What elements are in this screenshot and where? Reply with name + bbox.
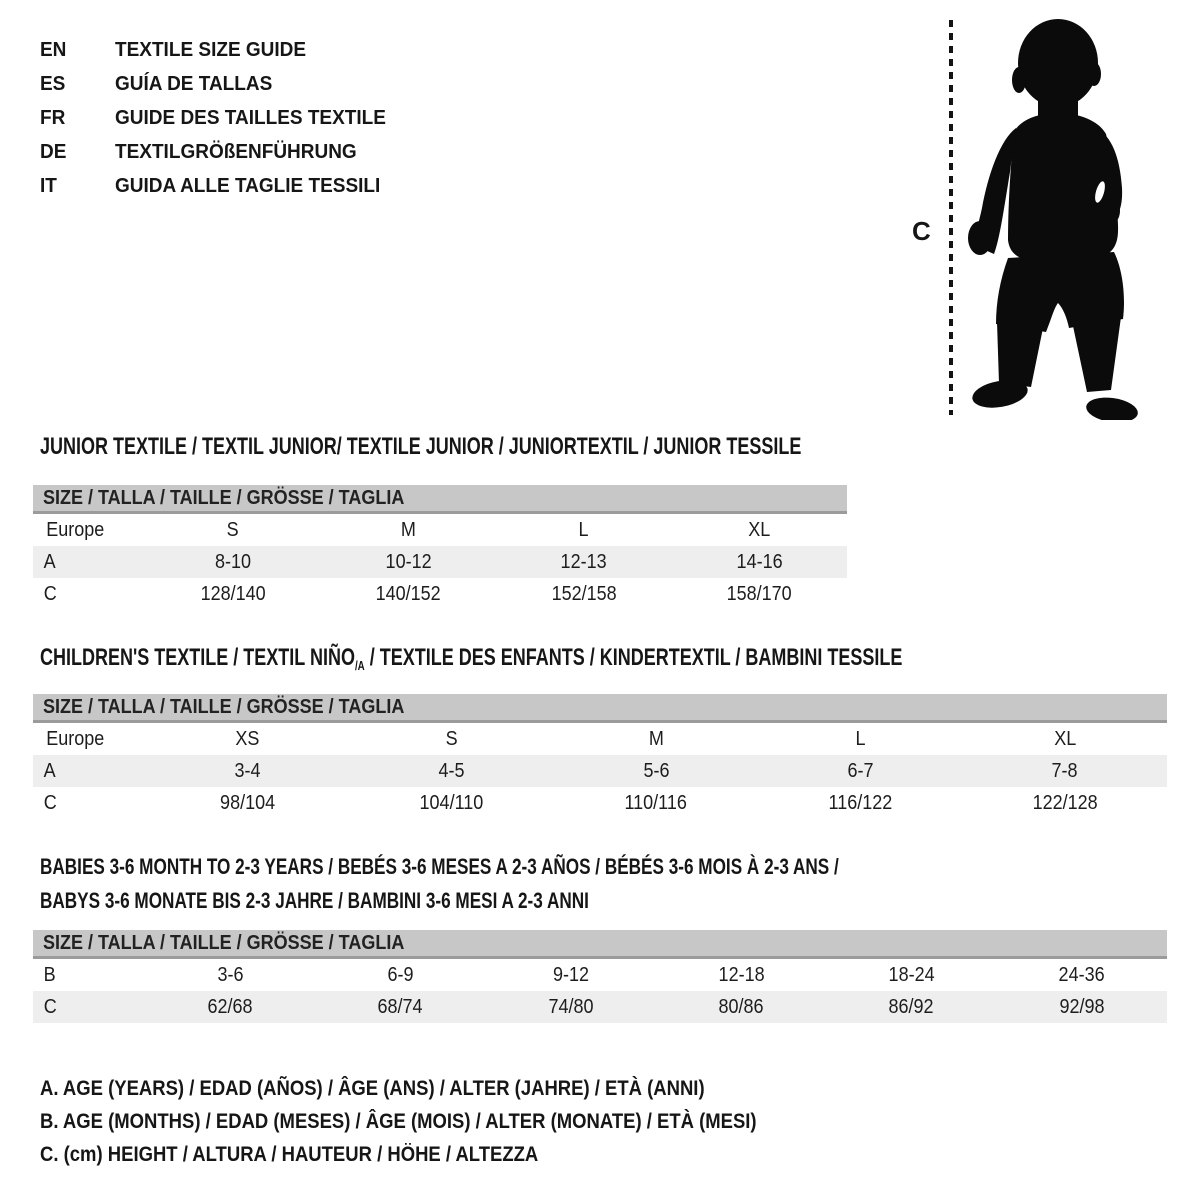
language-title: GUIDA ALLE TAGLIE TESSILI — [115, 175, 381, 197]
babies-table-size-header — [33, 930, 1167, 959]
table-cell: 9-12 — [552, 964, 589, 986]
children-table-row-sizes — [33, 723, 1167, 755]
row-label-cell: Europe — [46, 728, 105, 750]
height-measure-label: C — [912, 216, 931, 246]
table-cell: 98/104 — [219, 792, 275, 814]
language-code: ES — [40, 73, 66, 95]
language-code: IT — [40, 175, 57, 197]
junior-section-title-text: JUNIOR TEXTILE / TEXTIL JUNIOR/ TEXTILE JUNIOR / JUNIORTEXTIL / JUNIOR TESSILE — [40, 433, 802, 460]
junior-table-row-height — [33, 578, 847, 610]
table-cell: 86/92 — [888, 996, 935, 1018]
junior-size-table — [33, 485, 847, 610]
table-cell: 80/86 — [718, 996, 764, 1018]
baby-silhouette-icon — [950, 10, 1150, 420]
table-cell: 68/74 — [377, 996, 424, 1018]
legend-line-a: A. AGE (YEARS) / EDAD (AÑOS) / ÂGE (ANS) / ALTER (JAHRE) / ETÀ (ANNI) — [40, 1077, 705, 1100]
table-cell: XS — [235, 728, 260, 750]
junior-table-size-header — [33, 485, 847, 514]
language-row-de — [40, 135, 400, 169]
language-row-es — [40, 67, 400, 101]
table-cell: 158/170 — [726, 583, 792, 605]
babies-title-text-line1: BABIES 3-6 MONTH TO 2-3 YEARS / BEBÉS 3-6 MESES A 2-3 AÑOS / BÉBÉS 3-6 MOIS À 2-3 ANS / — [40, 854, 839, 879]
table-cell: 7-8 — [1051, 760, 1078, 782]
table-cell: M — [400, 519, 416, 541]
junior-table-row-age — [33, 546, 847, 578]
size-header-text: SIZE / TALLA / TAILLE / GRÖSSE / TAGLIA — [43, 696, 405, 718]
babies-section-title-line2 — [40, 888, 744, 914]
table-cell: 104/110 — [419, 792, 484, 814]
table-cell: XL — [1053, 728, 1076, 750]
size-header-text: SIZE / TALLA / TAILLE / GRÖSSE / TAGLIA — [43, 932, 405, 954]
table-cell: S — [226, 519, 239, 541]
junior-section-title — [40, 434, 1055, 460]
language-code: FR — [40, 107, 66, 129]
table-cell: 116/122 — [828, 792, 893, 814]
title-subscript: /A — [354, 658, 365, 673]
row-label-cell: C — [43, 792, 57, 814]
table-cell: 152/158 — [551, 583, 617, 605]
table-cell: 128/140 — [200, 583, 266, 605]
table-cell: 12-18 — [718, 964, 765, 986]
babies-size-table — [33, 930, 1167, 1023]
table-cell: 6-9 — [387, 964, 414, 986]
row-label-cell: Europe — [46, 519, 105, 541]
language-title-block — [40, 33, 400, 203]
table-cell: XL — [748, 519, 771, 541]
children-section-title-text: CHILDREN'S TEXTILE / TEXTIL $NIÑO_{/A}$ / TEXTILE DES ENFANTS / KINDERTEXTIL / BAMBINI TESSILE — [40, 644, 903, 673]
table-cell: 140/152 — [375, 583, 441, 605]
size-header-text: SIZE / TALLA / TAILLE / GRÖSSE / TAGLIA — [43, 487, 405, 509]
table-cell: 6-7 — [847, 760, 874, 782]
table-cell: L — [578, 519, 589, 541]
table-cell: 122/128 — [1032, 792, 1098, 814]
language-row-it — [40, 169, 400, 203]
table-cell: 18-24 — [888, 964, 935, 986]
row-label-cell: A — [43, 551, 56, 573]
babies-table-row-height — [33, 991, 1167, 1023]
language-title: TEXTILE SIZE GUIDE — [115, 39, 307, 61]
table-cell: M — [648, 728, 664, 750]
table-cell: 24-36 — [1058, 964, 1105, 986]
table-cell: 12-13 — [560, 551, 607, 573]
table-cell: S — [445, 728, 458, 750]
table-cell: 3-6 — [217, 964, 244, 986]
row-label-cell: A — [43, 760, 56, 782]
children-table-size-header — [33, 694, 1167, 723]
language-row-en — [40, 33, 400, 67]
junior-table-row-sizes — [33, 514, 847, 546]
measurement-legend — [40, 1072, 854, 1171]
legend-line-b: B. AGE (MONTHS) / EDAD (MESES) / ÂGE (MOIS) / ALTER (MONATE) / ETÀ (MESI) — [40, 1110, 757, 1133]
table-cell: 14-16 — [736, 551, 783, 573]
language-row-fr — [40, 101, 400, 135]
legend-line-c: C. (cm) HEIGHT / ALTURA / HAUTEUR / HÖHE / ALTEZZA — [40, 1143, 539, 1166]
row-label-cell: B — [43, 964, 56, 986]
table-cell: 8-10 — [214, 551, 251, 573]
language-title: GUIDE DES TAILLES TEXTILE — [115, 107, 386, 129]
table-cell: 3-4 — [234, 760, 261, 782]
children-size-table — [33, 694, 1167, 819]
table-cell: 62/68 — [207, 996, 253, 1018]
language-code: DE — [40, 141, 67, 163]
children-section-title — [40, 645, 1190, 679]
table-cell: 110/116 — [624, 792, 688, 814]
babies-section-title-line1 — [40, 854, 1064, 880]
children-table-row-height — [33, 787, 1167, 819]
row-label-cell: C — [43, 583, 57, 605]
language-title: GUÍA DE TALLAS — [115, 73, 273, 95]
table-cell: 4-5 — [438, 760, 465, 782]
table-cell: 74/80 — [548, 996, 594, 1018]
language-title: TEXTILGRÖßENFÜHRUNG — [115, 141, 357, 163]
row-label-cell: C — [43, 996, 57, 1018]
babies-title-text-line2: BABYS 3-6 MONATE BIS 2-3 JAHRE / BAMBINI 3-6 MESI A 2-3 ANNI — [40, 888, 589, 913]
table-cell: L — [855, 728, 866, 750]
language-code: EN — [40, 39, 67, 61]
table-cell: 92/98 — [1059, 996, 1105, 1018]
children-table-row-age — [33, 755, 1167, 787]
table-cell: 10-12 — [385, 551, 432, 573]
table-cell: 5-6 — [642, 760, 669, 782]
babies-table-row-age — [33, 959, 1167, 991]
